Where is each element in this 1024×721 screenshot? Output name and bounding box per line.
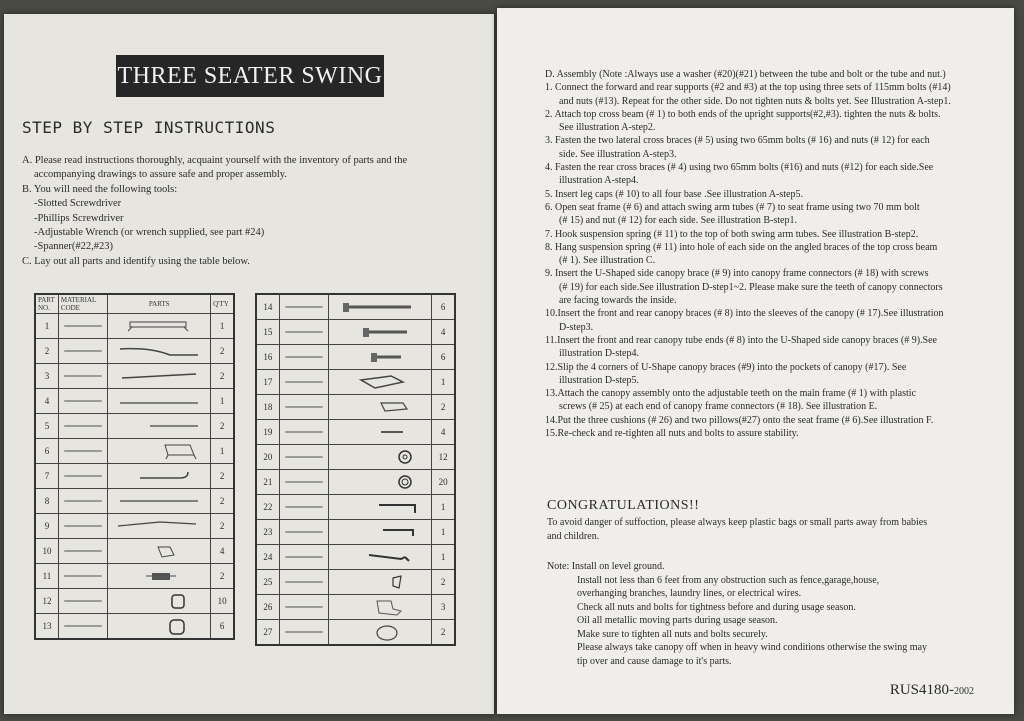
note-line: Make sure to tighten all nuts and bolts securely. xyxy=(577,628,768,640)
right-page xyxy=(497,8,1014,714)
instruction-line: 3. Fasten the two lateral cross braces (# 5) using two 65mm bolts (# 16) and nuts (# 12) for each xyxy=(545,135,930,147)
plastic-cap-icon xyxy=(110,591,206,611)
part-quantity: 2 xyxy=(432,395,455,420)
part-quantity: 1 xyxy=(432,545,455,570)
note-line: Oil all metallic moving parts during usage season. xyxy=(577,615,778,626)
table-row xyxy=(256,294,455,320)
instruction-line: and nuts (#13). Repeat for the other side. Do not tighten nuts & bolts yet. See Illustration A-step1. xyxy=(559,95,951,107)
instruction-line: 11.Insert the front and rear canopy tube ends (# 8) into the U-Shaped side canopy braces (# 9).See xyxy=(545,334,937,346)
part-illustration-cell xyxy=(108,389,211,414)
intro-line: A. Please read instructions thoroughly, acquaint yourself with the inventory of parts and the xyxy=(22,155,408,166)
part-illustration-cell xyxy=(108,539,211,564)
part-illustration-cell xyxy=(108,314,211,339)
instruction-line: 12.Slip the 4 corners of U-Shape canopy braces (#9) into the pockets of canopy (#17). See xyxy=(545,361,907,373)
material-code-blur xyxy=(64,500,102,502)
steel-cap-icon xyxy=(110,616,206,636)
material-code-cell xyxy=(279,395,328,420)
plastic-screw-icon xyxy=(331,572,427,592)
part-quantity: 10 xyxy=(211,589,234,614)
spring-icon xyxy=(110,566,206,586)
intro-line: C. Lay out all parts and identify using the table below. xyxy=(22,255,250,267)
material-code-blur xyxy=(64,400,102,402)
table-row xyxy=(35,339,234,364)
material-code-cell xyxy=(58,339,107,364)
model-number xyxy=(890,682,974,699)
part-illustration-cell xyxy=(108,614,211,640)
material-code-cell xyxy=(58,564,107,589)
part-illustration-cell xyxy=(108,339,211,364)
intro-text xyxy=(22,154,452,269)
material-code-cell xyxy=(58,414,107,439)
brace-long-icon xyxy=(110,391,206,411)
table-row xyxy=(256,545,455,570)
part-number: 18 xyxy=(256,395,279,420)
table-row xyxy=(35,514,234,539)
swing-arm-icon xyxy=(110,466,206,486)
table-row xyxy=(35,589,234,614)
canopy-icon xyxy=(331,372,427,392)
instruction-line: 1. Connect the forward and rear supports (#2 and #3) at the top using three sets of 115mm bolts (#14) xyxy=(545,82,951,94)
material-code-blur xyxy=(285,306,323,308)
material-code-blur xyxy=(285,606,323,608)
part-illustration-cell xyxy=(329,370,432,395)
intro-line: accompanying drawings to assure safe and proper assembly. xyxy=(34,169,287,181)
instruction-line: (# 15) and nut (# 12) for each side. See illustration B-step1. xyxy=(559,215,797,227)
part-illustration-cell xyxy=(329,320,432,345)
part-quantity: 2 xyxy=(211,364,234,389)
part-illustration-cell xyxy=(108,564,211,589)
note-line: overhanging branches, laundry lines, or electrical wires. xyxy=(577,588,802,599)
part-number: 17 xyxy=(256,370,279,395)
part-quantity: 12 xyxy=(432,445,455,470)
part-quantity: 2 xyxy=(211,564,234,589)
material-code-cell xyxy=(58,464,107,489)
note-label: Note: Install on level ground. xyxy=(547,561,665,572)
table-row xyxy=(256,520,455,545)
title-banner: THREE SEATER SWING xyxy=(116,55,384,97)
part-quantity: 6 xyxy=(211,614,234,640)
part-illustration-cell xyxy=(329,445,432,470)
col-part-no: PART NO. xyxy=(35,294,58,314)
part-quantity: 2 xyxy=(211,339,234,364)
instruction-line: 8. Hang suspension spring (# 11) into hole of each side on the angled braces of the top cross beam xyxy=(545,241,938,253)
instruction-line: side. See illustration A-step3. xyxy=(559,148,677,160)
part-number: 25 xyxy=(256,570,279,595)
wrench-icon xyxy=(331,547,427,567)
instruction-line: 13.Attach the canopy assembly onto the adjustable teeth on the main frame (# 1) with plastic xyxy=(545,388,917,400)
table-row xyxy=(256,320,455,345)
material-code-cell xyxy=(58,489,107,514)
material-code-blur xyxy=(64,425,102,427)
part-number: 26 xyxy=(256,595,279,620)
table-row xyxy=(35,439,234,464)
table-row xyxy=(35,464,234,489)
part-illustration-cell xyxy=(329,420,432,445)
table-row xyxy=(256,445,455,470)
install-notes xyxy=(547,560,997,668)
part-illustration-cell xyxy=(329,545,432,570)
crossbeam-icon xyxy=(110,316,206,336)
part-number: 16 xyxy=(256,345,279,370)
side-brace-icon xyxy=(110,516,206,536)
warning-line: To avoid danger of suffoction, please always keep plastic bags or small parts away from babies xyxy=(547,517,928,528)
instruction-line: illustration D-step5. xyxy=(559,374,639,386)
material-code-blur xyxy=(285,531,323,533)
material-code-blur xyxy=(285,506,323,508)
part-number: 10 xyxy=(35,539,58,564)
material-code-cell xyxy=(279,620,328,646)
instruction-line: 6. Open seat frame (# 6) and attach swing arm tubes (# 7) to seat frame using two 70 mm bolt xyxy=(545,201,920,213)
instruction-line: (# 1). See illustration C. xyxy=(559,255,656,267)
part-quantity: 1 xyxy=(211,439,234,464)
table-row xyxy=(256,345,455,370)
part-quantity: 2 xyxy=(432,570,455,595)
allen-key-small-icon xyxy=(331,522,427,542)
part-number: 22 xyxy=(256,495,279,520)
part-illustration-cell xyxy=(329,470,432,495)
part-quantity: 1 xyxy=(432,370,455,395)
instruction-line: illustration D-step4. xyxy=(559,348,639,360)
part-number: 5 xyxy=(35,414,58,439)
note-line: Check all nuts and bolts for tightness before and during usage season. xyxy=(577,601,856,613)
part-number: 11 xyxy=(35,564,58,589)
part-illustration-cell xyxy=(329,595,432,620)
instruction-line: 2. Attach top cross beam (# 1) to both ends of the upright supports(#2,#3). tighten the nuts & bolts. xyxy=(545,108,941,120)
table-row xyxy=(35,314,234,339)
part-illustration-cell xyxy=(108,514,211,539)
part-number: 14 xyxy=(256,294,279,320)
material-code-cell xyxy=(58,389,107,414)
safety-warning xyxy=(547,516,987,543)
material-code-cell xyxy=(58,439,107,464)
material-code-blur xyxy=(64,450,102,452)
part-illustration-cell xyxy=(108,464,211,489)
part-illustration-cell xyxy=(329,395,432,420)
material-code-blur xyxy=(285,581,323,583)
material-code-cell xyxy=(279,570,328,595)
intro-line: -Adjustable Wrench (or wrench supplied, see part #24) xyxy=(34,227,265,239)
table-row xyxy=(35,489,234,514)
part-illustration-cell xyxy=(108,489,211,514)
note-line: Please always take canopy off when in heavy wind conditions otherwise the swing may xyxy=(577,642,928,653)
instruction-line: 14.Put the three cushions (# 26) and two pillows(#27) onto the seat frame (# 6).See illustration F. xyxy=(545,414,934,426)
instruction-line: 15.Re-check and re-tighten all nuts and bolts to assure stability. xyxy=(545,428,799,440)
part-number: 4 xyxy=(35,389,58,414)
material-code-cell xyxy=(279,595,328,620)
pillow-icon xyxy=(331,622,427,642)
part-quantity: 6 xyxy=(432,294,455,320)
instruction-line: 9. Insert the U-Shaped side canopy brace (# 9) into canopy frame connectors (# 18) with screws xyxy=(545,268,929,280)
washer-icon xyxy=(331,447,427,467)
part-number: 9 xyxy=(35,514,58,539)
part-number: 21 xyxy=(256,470,279,495)
note-line: tip over and cause damage to it's parts. xyxy=(577,655,732,667)
material-code-blur xyxy=(64,600,102,602)
material-code-cell xyxy=(279,470,328,495)
part-illustration-cell xyxy=(329,294,432,320)
material-code-cell xyxy=(279,370,328,395)
part-number: 7 xyxy=(35,464,58,489)
part-illustration-cell xyxy=(108,589,211,614)
material-code-blur xyxy=(285,456,323,458)
table-row xyxy=(256,495,455,520)
material-code-cell xyxy=(58,364,107,389)
part-quantity: 2 xyxy=(211,514,234,539)
material-code-blur xyxy=(64,375,102,377)
material-code-blur xyxy=(64,525,102,527)
instruction-line: 7. Hook suspension spring (# 11) to the top of both swing arm tubes. See illustration B-step2. xyxy=(545,228,919,240)
part-number: 13 xyxy=(35,614,58,640)
material-code-blur xyxy=(285,381,323,383)
instruction-line: 5. Insert leg caps (# 10) to all four base .See illustration A-step5. xyxy=(545,188,803,200)
part-illustration-cell xyxy=(329,495,432,520)
bolt-medium-icon xyxy=(331,322,427,342)
table-row xyxy=(35,539,234,564)
intro-line: -Slotted Screwdriver xyxy=(34,198,122,210)
canopy-brace-icon xyxy=(110,491,206,511)
support-curved-icon xyxy=(110,341,206,361)
part-illustration-cell xyxy=(329,520,432,545)
intro-line: -Spanner(#22,#23) xyxy=(34,241,114,253)
part-number: 20 xyxy=(256,445,279,470)
instruction-line: 10.Insert the front and rear canopy braces (# 8) into the sleeves of the canopy (# 17).See illustration xyxy=(545,308,944,320)
table-row xyxy=(256,370,455,395)
bolt-short-icon xyxy=(331,347,427,367)
part-illustration-cell xyxy=(108,439,211,464)
material-code-cell xyxy=(279,520,328,545)
model-code: RUS4180- xyxy=(889,682,954,698)
table-row xyxy=(35,414,234,439)
table-row xyxy=(256,470,455,495)
material-code-cell xyxy=(279,345,328,370)
material-code-cell xyxy=(279,294,328,320)
material-code-blur xyxy=(64,350,102,352)
part-quantity: 4 xyxy=(432,420,455,445)
table-row xyxy=(256,570,455,595)
instruction-line: (# 19) for each side.See illustration D-step1~2. Please make sure the teeth of canopy connectors xyxy=(559,281,943,293)
part-quantity: 4 xyxy=(211,539,234,564)
material-code-blur xyxy=(285,431,323,433)
material-code-blur xyxy=(64,325,102,327)
col-qty: Q'TY xyxy=(211,294,234,314)
instruction-line: are facing towards the inside. xyxy=(559,295,677,307)
part-illustration-cell xyxy=(329,570,432,595)
assembly-instructions xyxy=(545,68,995,440)
part-illustration-cell xyxy=(108,414,211,439)
part-number: 19 xyxy=(256,420,279,445)
part-number: 24 xyxy=(256,545,279,570)
brace-lateral-icon xyxy=(110,416,206,436)
left-page xyxy=(4,14,494,714)
part-quantity: 2 xyxy=(211,489,234,514)
material-code-cell xyxy=(279,445,328,470)
instruction-line: D-step3. xyxy=(559,321,594,333)
seat-frame-icon xyxy=(110,441,206,461)
part-illustration-cell xyxy=(108,364,211,389)
instruction-line: illustration A-step4. xyxy=(559,175,639,187)
material-code-cell xyxy=(58,589,107,614)
part-quantity: 1 xyxy=(432,520,455,545)
col-material-code: MATERIAL CODE xyxy=(58,294,107,314)
table-row xyxy=(256,420,455,445)
part-quantity: 6 xyxy=(432,345,455,370)
material-code-blur xyxy=(285,331,323,333)
material-code-cell xyxy=(279,495,328,520)
part-number: 2 xyxy=(35,339,58,364)
material-code-blur xyxy=(285,481,323,483)
part-quantity: 1 xyxy=(211,389,234,414)
connector-screw-icon xyxy=(331,422,427,442)
material-code-cell xyxy=(279,545,328,570)
instruction-line: 4. Fasten the rear cross braces (# 4) using two 65mm bolts (#16) and nuts (#12) for each side.See xyxy=(545,162,934,174)
warning-line: and children. xyxy=(547,530,600,542)
material-code-blur xyxy=(285,406,323,408)
part-number: 6 xyxy=(35,439,58,464)
parts-table-right xyxy=(255,293,456,646)
note-line: Install not less than 6 feet from any obstruction such as fence,garage,house, xyxy=(577,574,880,586)
instruction-line: screws (# 25) at each end of canopy frame connectors (# 18). See illustration E. xyxy=(559,401,878,413)
leg-cap-icon xyxy=(110,541,206,561)
part-number: 1 xyxy=(35,314,58,339)
table-row xyxy=(35,364,234,389)
material-code-blur xyxy=(64,625,102,627)
bolt-long-icon xyxy=(331,297,427,317)
part-quantity: 20 xyxy=(432,470,455,495)
connector-icon xyxy=(331,397,427,417)
material-code-blur xyxy=(64,575,102,577)
part-quantity: 2 xyxy=(432,620,455,646)
instruction-line: D. Assembly (Note :Always use a washer (#20)(#21) between the tube and bolt or the tube and nut.) xyxy=(545,69,946,80)
material-code-cell xyxy=(279,320,328,345)
part-number: 3 xyxy=(35,364,58,389)
table-row xyxy=(35,389,234,414)
congratulations-heading: CONGRATULATIONS!! xyxy=(547,498,700,513)
intro-line: B. You will need the following tools: xyxy=(22,183,178,195)
part-number: 27 xyxy=(256,620,279,646)
part-illustration-cell xyxy=(329,620,432,646)
part-illustration-cell xyxy=(329,345,432,370)
part-quantity: 3 xyxy=(432,595,455,620)
part-quantity: 4 xyxy=(432,320,455,345)
nut-icon xyxy=(331,472,427,492)
support-straight-icon xyxy=(110,366,206,386)
table-row xyxy=(35,614,234,640)
part-number: 23 xyxy=(256,520,279,545)
material-code-blur xyxy=(285,631,323,633)
model-year: 2002 xyxy=(954,686,974,697)
material-code-blur xyxy=(64,550,102,552)
part-quantity: 1 xyxy=(432,495,455,520)
material-code-cell xyxy=(58,514,107,539)
table-row xyxy=(256,595,455,620)
material-code-cell xyxy=(58,539,107,564)
material-code-cell xyxy=(58,314,107,339)
col-parts: PARTS xyxy=(108,294,211,314)
part-quantity: 2 xyxy=(211,414,234,439)
table-row xyxy=(256,395,455,420)
material-code-blur xyxy=(64,475,102,477)
material-code-cell xyxy=(279,420,328,445)
cushion-icon xyxy=(331,597,427,617)
intro-line: -Phillips Screwdriver xyxy=(34,212,124,224)
material-code-cell xyxy=(58,614,107,640)
instructions-heading: STEP BY STEP INSTRUCTIONS xyxy=(22,118,276,137)
part-number: 8 xyxy=(35,489,58,514)
table-row xyxy=(256,620,455,646)
parts-table-left xyxy=(34,293,235,640)
instruction-line: See illustration A-step2. xyxy=(559,122,656,134)
table-row xyxy=(35,564,234,589)
part-quantity: 2 xyxy=(211,464,234,489)
part-number: 12 xyxy=(35,589,58,614)
part-quantity: 1 xyxy=(211,314,234,339)
part-number: 15 xyxy=(256,320,279,345)
material-code-blur xyxy=(285,556,323,558)
material-code-blur xyxy=(285,356,323,358)
allen-key-icon xyxy=(331,497,427,517)
